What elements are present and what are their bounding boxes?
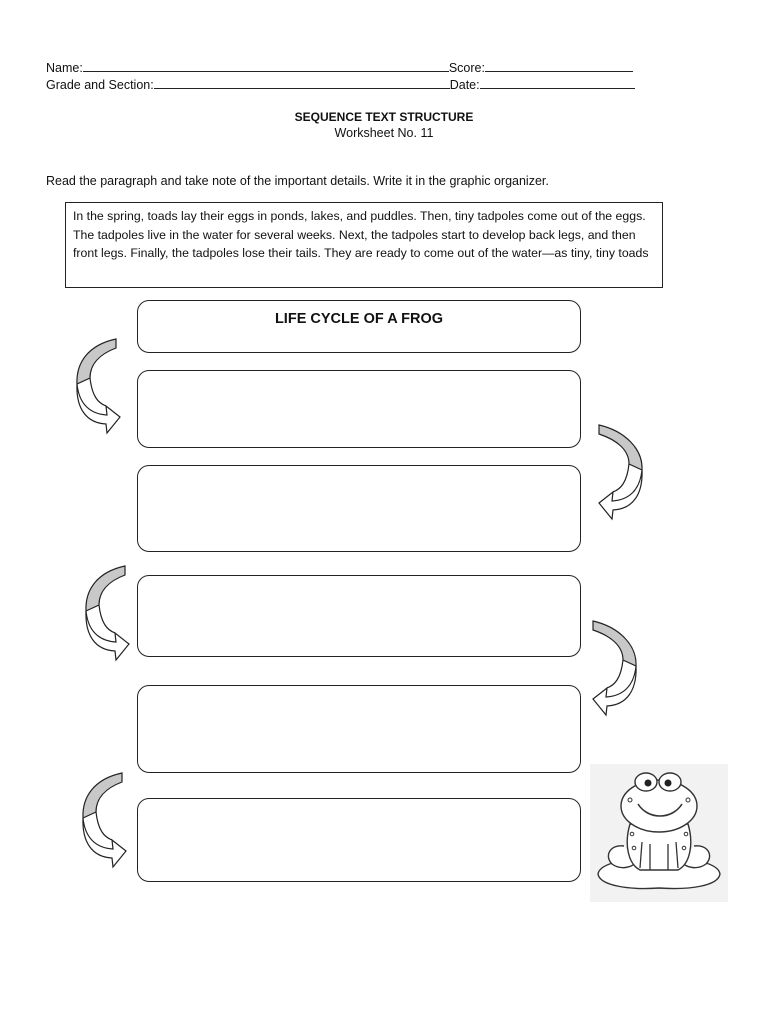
score-label: Score: (448, 61, 485, 75)
worksheet-title: SEQUENCE TEXT STRUCTURE (294, 110, 474, 124)
reading-passage: In the spring, toads lay their eggs in ponds, lakes, and puddles. Then, tiny tadpoles come out of the eggs. The tadpoles live in the water for several weeks. Next, the tadpoles start to develop back legs, and then front legs. Finally, the tadpoles lose their tails. They are ready to come out of the water—as tiny, tiny toads (73, 209, 649, 260)
organizer-box-3[interactable] (137, 575, 581, 657)
grade-line (46, 77, 635, 93)
name-line (46, 60, 633, 76)
curved-arrow-left-1-icon (74, 336, 124, 436)
organizer-box-1[interactable] (137, 370, 581, 448)
instruction-text: Read the paragraph and take note of the important details. Write it in the graphic organizer. (46, 174, 549, 188)
organizer-title-box (137, 300, 581, 353)
curved-arrow-left-3-icon (80, 770, 130, 870)
grade-blank[interactable] (154, 77, 450, 89)
worksheet-subtitle: Worksheet No. 11 (334, 126, 434, 140)
date-blank[interactable] (480, 77, 635, 89)
organizer-title: LIFE CYCLE OF A FROG (274, 311, 444, 327)
organizer-box-4[interactable] (137, 685, 581, 773)
organizer-box-2[interactable] (137, 465, 581, 552)
name-blank[interactable] (83, 60, 449, 72)
frog-illustration-icon (590, 764, 728, 902)
score-blank[interactable] (485, 60, 633, 72)
grade-label: Grade and Section: (46, 78, 154, 92)
curved-arrow-right-2-icon (591, 618, 641, 718)
organizer-box-5[interactable] (137, 798, 581, 882)
name-label: Name: (46, 61, 83, 75)
reading-passage-box (65, 202, 663, 288)
curved-arrow-left-2-icon (83, 563, 133, 663)
date-label: Date: (449, 78, 480, 92)
curved-arrow-right-1-icon (597, 422, 647, 522)
